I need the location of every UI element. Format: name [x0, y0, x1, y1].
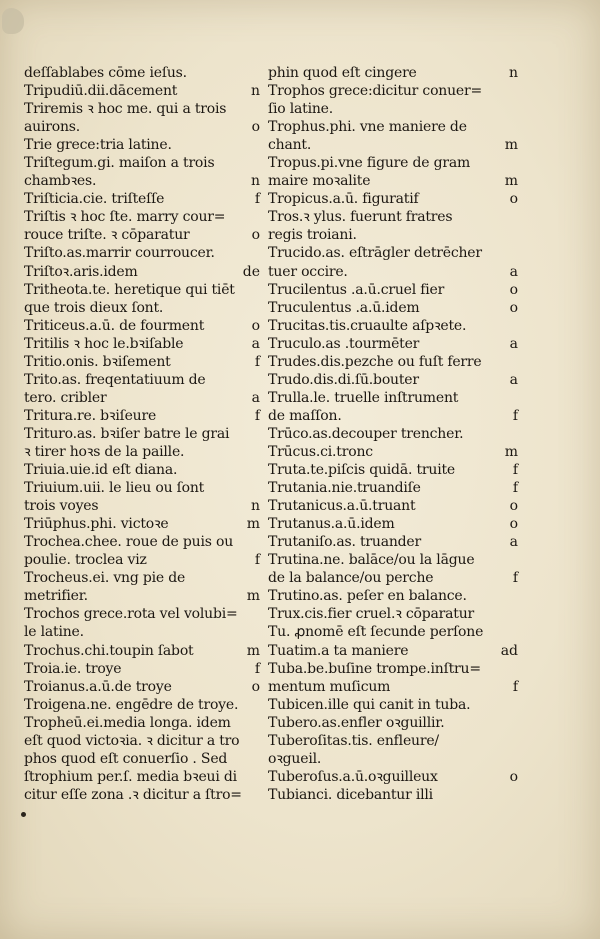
entry-text: que trois dieux ſont.: [24, 299, 164, 316]
entry-text: Truta.te.piſcis quidā. truite: [268, 462, 455, 479]
entry-text: Truculo.as .tourmēter: [268, 335, 420, 352]
dictionary-line: [24, 172, 260, 190]
gender-marker: ad: [500, 642, 518, 659]
dictionary-line: [24, 768, 260, 786]
entry-text: Trūcus.ci.tronc: [268, 443, 373, 460]
dictionary-line: [24, 443, 260, 461]
entry-text: Trux.cis.fier cruel.ꝛ cōparatur: [268, 606, 475, 623]
dictionary-line: [268, 154, 518, 172]
dictionary-line: [268, 786, 518, 804]
dictionary-line: [268, 244, 518, 262]
dictionary-line: [268, 605, 518, 623]
gender-marker: f: [254, 660, 260, 677]
dictionary-line: [24, 64, 260, 82]
entry-text: rouce triſte. ꝛ cōparatur: [24, 227, 190, 244]
gender-marker: n: [508, 65, 518, 81]
dictionary-line: [24, 696, 260, 714]
dictionary-line: [24, 82, 260, 100]
gender-marker: a: [251, 389, 260, 406]
gender-marker: o: [251, 678, 260, 695]
dictionary-line: [24, 263, 260, 281]
dictionary-line: [24, 317, 260, 335]
gender-marker: m: [504, 137, 518, 154]
entry-text: Trulla.le. truelle inſtrument: [268, 389, 459, 406]
entry-text: ſtrophium per.ſ. media bꝛeui di: [24, 768, 237, 785]
entry-text: Triſtoꝛ.aris.idem: [24, 263, 138, 280]
dictionary-line: [268, 172, 518, 190]
entry-text: Trophus.phi. vne maniere de: [268, 119, 467, 136]
gender-marker: o: [251, 227, 260, 244]
entry-text: Tubero.as.enfler oꝛguillir.: [268, 714, 445, 731]
entry-text: citur eſſe zona .ꝛ dicitur a ſtro=: [24, 786, 242, 803]
entry-text: Triſtis ꝛ hoc ſte. marry cour=: [24, 209, 226, 226]
dictionary-line: [268, 118, 518, 136]
gender-marker: a: [509, 371, 518, 388]
dictionary-line: [268, 479, 518, 497]
gender-marker: f: [512, 570, 518, 587]
dictionary-line: [24, 299, 260, 317]
dictionary-line: [24, 605, 260, 623]
dictionary-line: [268, 660, 518, 678]
entry-text: Tuba.be.buſine trompe.inſtru=: [268, 660, 481, 677]
entry-text: Tubicen.ille qui canit in tuba.: [268, 696, 471, 713]
entry-text: Tuberoſitas.tis. enfleure/: [268, 732, 439, 749]
dictionary-line: [268, 407, 518, 425]
dictionary-line: [24, 786, 260, 804]
gender-marker: o: [509, 498, 518, 515]
gender-marker: m: [246, 516, 260, 533]
dictionary-line: [268, 425, 518, 443]
entry-text: Trochus.chi.toupin ſabot: [24, 642, 194, 659]
entry-text: de la balance/ou perche: [268, 570, 434, 587]
gender-marker: f: [512, 678, 518, 695]
dictionary-line: [268, 371, 518, 389]
entry-text: Trutino.as. peſer en balance.: [268, 588, 467, 605]
dictionary-line: [268, 569, 518, 587]
dictionary-line: [268, 696, 518, 714]
dictionary-line: [24, 533, 260, 551]
entry-text: Triuium.uii. le lieu ou ſont: [24, 480, 205, 497]
gender-marker: f: [512, 480, 518, 497]
dictionary-line: [268, 335, 518, 353]
entry-text: Troianus.a.ū.de troye: [24, 678, 172, 695]
gender-marker: f: [254, 191, 260, 208]
dictionary-line: [268, 497, 518, 515]
gender-marker: m: [504, 443, 518, 460]
entry-text: Trutanus.a.ū.idem: [268, 516, 395, 533]
gender-marker: o: [251, 119, 260, 136]
entry-text: Tubianci. dicebantur illi: [268, 786, 433, 803]
entry-text: Triuia.uie.id eſt diana.: [24, 462, 178, 479]
entry-text: Trie grece:tria latine.: [24, 137, 172, 154]
gender-marker: o: [251, 317, 260, 334]
dictionary-line: [24, 623, 260, 641]
dictionary-line: [268, 281, 518, 299]
dictionary-line: [24, 100, 260, 118]
dictionary-line: [268, 642, 518, 660]
dictionary-line: [268, 64, 518, 82]
dictionary-line: [24, 515, 260, 533]
entry-text: Triūphus.phi. victoꝛe: [24, 516, 169, 533]
left-column: [24, 64, 260, 804]
gender-marker: a: [509, 263, 518, 280]
gender-marker: f: [512, 462, 518, 479]
dictionary-line: [24, 389, 260, 407]
gender-marker: o: [509, 191, 518, 208]
dictionary-line: [24, 335, 260, 353]
dictionary-line: [24, 208, 260, 226]
entry-text: Trito.as. freqentatiuum de: [24, 371, 206, 388]
entry-text: deſſablabes cōme ieſus.: [24, 65, 187, 81]
entry-text: Trudes.dis.pezche ou fuſt ferre: [268, 353, 482, 370]
dictionary-line: [268, 389, 518, 407]
entry-text: chambꝛes.: [24, 173, 97, 190]
entry-text: ſio latine.: [268, 101, 334, 118]
gender-marker: a: [509, 534, 518, 551]
entry-text: Trucitas.tis.cruaulte aſpꝛete.: [268, 317, 467, 334]
entry-text: Tritura.re. bꝛiſeure: [24, 407, 157, 424]
gender-marker: a: [251, 335, 260, 352]
entry-text: tero. cribler: [24, 389, 107, 406]
dictionary-line: [24, 226, 260, 244]
entry-text: phin quod eſt cingere: [268, 65, 417, 81]
entry-text: Trucido.as. eſtrāgler detrēcher: [268, 245, 482, 262]
gender-marker: f: [254, 353, 260, 370]
dictionary-line: [24, 732, 260, 750]
ink-dot: [21, 812, 26, 817]
entry-text: ꝛ tirer hoꝛs de la paille.: [24, 443, 185, 460]
entry-text: Tuberoſus.a.ū.oꝛguilleux: [268, 768, 438, 785]
entry-text: Trutanicus.a.ū.truant: [268, 498, 416, 515]
entry-text: tuer occire.: [268, 263, 348, 280]
entry-text: Tripudiū.dii.dācement: [24, 83, 178, 100]
entry-text: Trophos grece:dicitur conuer=: [268, 83, 483, 100]
entry-text: Truculentus .a.ū.idem: [268, 299, 420, 316]
entry-text: Tropicus.a.ū. figuratif: [268, 191, 419, 208]
gender-marker: f: [512, 407, 518, 424]
gender-marker: m: [246, 588, 260, 605]
entry-text: Triticeus.a.ū. de fourment: [24, 317, 205, 334]
entry-text: regis troiani.: [268, 227, 357, 244]
dictionary-line: [268, 82, 518, 100]
gender-marker: m: [504, 173, 518, 190]
entry-text: Trūco.as.decouper trencher.: [268, 425, 464, 442]
entry-text: Trocheus.ei. vng pie de: [24, 570, 186, 587]
entry-text: Trochea.chee. roue de puis ou: [24, 534, 234, 551]
dictionary-line: [268, 551, 518, 569]
gender-marker: f: [254, 552, 260, 569]
entry-text: mentum muſicum: [268, 678, 391, 695]
dictionary-line: [268, 136, 518, 154]
gender-marker: f: [254, 407, 260, 424]
dictionary-line: [24, 678, 260, 696]
entry-text: Trochos grece.rota vel volubi=: [24, 606, 238, 623]
dictionary-line: [268, 515, 518, 533]
dictionary-line: [268, 353, 518, 371]
entry-text: Tritheota.te. heretique qui tiēt: [24, 281, 235, 298]
dictionary-line: [268, 533, 518, 551]
entry-text: Trucilentus .a.ū.cruel fier: [268, 281, 445, 298]
entry-text: Tropus.pi.vne figure de gram: [268, 155, 471, 172]
entry-text: Trutina.ne. balāce/ou la lāgue: [268, 552, 475, 569]
gender-marker: de: [242, 263, 260, 280]
dictionary-line: [24, 461, 260, 479]
dictionary-line: [268, 263, 518, 281]
gender-marker: n: [250, 173, 260, 190]
entry-text: Tritio.onis. bꝛiſement: [24, 353, 171, 370]
page-corner-stain: [2, 8, 24, 34]
entry-text: Trituro.as. bꝛiſer batre le grai: [24, 425, 230, 442]
entry-text: Trutaniſo.as. truander: [268, 534, 421, 551]
dictionary-line: [268, 623, 518, 641]
entry-text: Triſto.as.marrir courroucer.: [24, 245, 215, 262]
entry-text: Trudo.dis.di.ſū.bouter: [268, 371, 419, 388]
dictionary-line: [24, 569, 260, 587]
entry-text: Tuatim.a ta maniere: [268, 642, 409, 659]
dictionary-line: [24, 660, 260, 678]
entry-text: chant.: [268, 137, 312, 154]
dictionary-line: [24, 118, 260, 136]
dictionary-line: [24, 371, 260, 389]
dictionary-line: [268, 587, 518, 605]
entry-text: le latine.: [24, 624, 84, 641]
entry-text: Trutania.nie.truandiſe: [268, 480, 421, 497]
dictionary-line: [24, 407, 260, 425]
entry-text: Tu. ꝓnomē eſt ſecunde perſone: [268, 624, 484, 641]
dictionary-line: [24, 497, 260, 515]
dictionary-line: [268, 100, 518, 118]
dictionary-line: [268, 750, 518, 768]
entry-text: poulie. troclea viz: [24, 552, 147, 569]
entry-text: oꝛgueil.: [268, 750, 322, 767]
entry-text: trois voyes: [24, 498, 99, 515]
dictionary-line: [24, 587, 260, 605]
dictionary-line: [24, 750, 260, 768]
dictionary-line: [24, 154, 260, 172]
entry-text: Triſtegum.gi. maiſon a trois: [24, 155, 215, 172]
entry-text: maire moꝛalite: [268, 173, 371, 190]
dictionary-line: [268, 299, 518, 317]
dictionary-line: [268, 714, 518, 732]
entry-text: Tros.ꝛ ylus. fuerunt fratres: [268, 209, 453, 226]
dictionary-line: [24, 714, 260, 732]
entry-text: auirons.: [24, 119, 81, 136]
entry-text: metrifier.: [24, 588, 88, 605]
dictionary-line: [268, 443, 518, 461]
dictionary-line: [24, 281, 260, 299]
gender-marker: o: [509, 281, 518, 298]
gender-marker: o: [509, 516, 518, 533]
entry-text: Troia.ie. troye: [24, 660, 122, 677]
dictionary-line: [268, 768, 518, 786]
gender-marker: n: [250, 498, 260, 515]
dictionary-line: [24, 642, 260, 660]
entry-text: Tropheū.ei.media longa. idem: [24, 714, 231, 731]
entry-text: Triſticia.cie. triſteſſe: [24, 191, 165, 208]
entry-text: Triremis ꝛ hoc me. qui a trois: [24, 101, 227, 118]
dictionary-line: [268, 317, 518, 335]
dictionary-line: [268, 461, 518, 479]
dictionary-line: [24, 551, 260, 569]
dictionary-line: [24, 190, 260, 208]
right-column: [268, 64, 518, 804]
dictionary-line: [268, 190, 518, 208]
dictionary-line: [268, 732, 518, 750]
gender-marker: a: [509, 335, 518, 352]
entry-text: de maſſon.: [268, 407, 342, 424]
dictionary-line: [24, 136, 260, 154]
gender-marker: m: [246, 642, 260, 659]
dictionary-line: [268, 226, 518, 244]
entry-text: eſt quod victoꝛia. ꝛ dicitur a tro: [24, 732, 240, 749]
entry-text: Tritilis ꝛ hoc le.bꝛiſable: [24, 335, 184, 352]
dictionary-line: [268, 678, 518, 696]
gender-marker: o: [509, 768, 518, 785]
dictionary-line: [24, 425, 260, 443]
entry-text: phos quod eſt conuerſio . Sed: [24, 750, 228, 767]
gender-marker: o: [509, 299, 518, 316]
dictionary-line: [24, 244, 260, 262]
gender-marker: n: [250, 83, 260, 100]
dictionary-line: [24, 479, 260, 497]
entry-text: Troigena.ne. engēdre de troye.: [24, 696, 239, 713]
dictionary-line: [24, 353, 260, 371]
dictionary-line: [268, 208, 518, 226]
